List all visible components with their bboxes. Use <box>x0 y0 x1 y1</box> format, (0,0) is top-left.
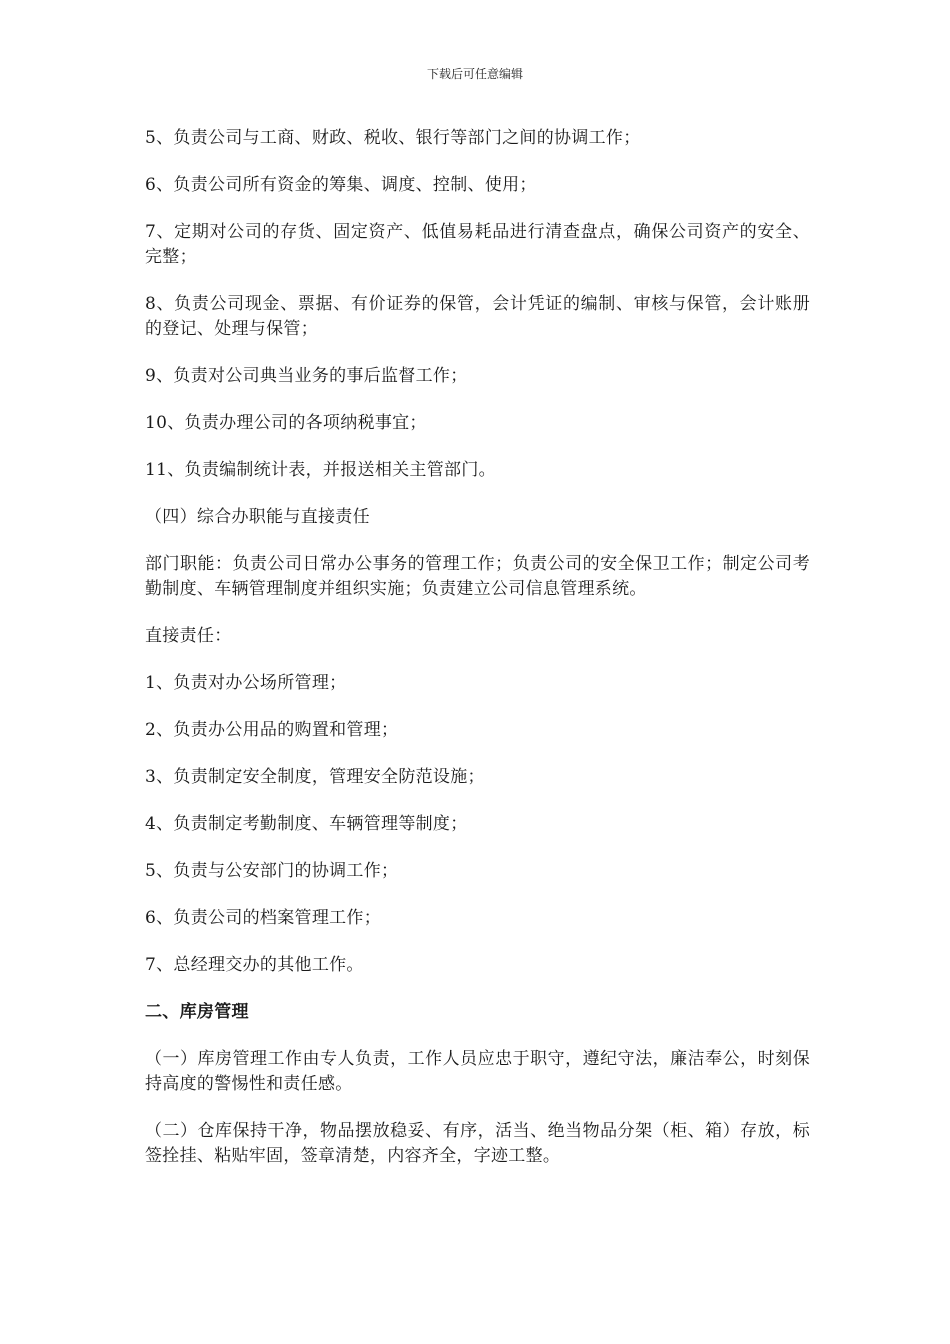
paragraph-admin-duty-2: 2、负责办公用品的购置和管理； <box>145 720 399 740</box>
paragraph-admin-duty-7: 7、总经理交办的其他工作。 <box>145 955 364 975</box>
page-header: 下载后可任意编辑 <box>426 67 523 81</box>
paragraph-direct-duty-label: 直接责任： <box>145 626 232 646</box>
paragraph-warehouse-rule-1: （一）库房管理工作由专人负责，工作人员应忠于职守，遵纪守法，廉洁奉公，时刻保持高度的警惕性和责任感。 <box>145 1049 810 1094</box>
paragraph-finance-duty-6: 6、负责公司所有资金的筹集、调度、控制、使用； <box>145 175 537 195</box>
paragraph-admin-duty-5: 5、负责与公安部门的协调工作； <box>145 861 399 881</box>
paragraph-finance-duty-7: 7、定期对公司的存货、固定资产、低值易耗品进行清查盘点，确保公司资产的安全、完整； <box>145 222 810 267</box>
paragraph-department-function: 部门职能：负责公司日常办公事务的管理工作；负责公司的安全保卫工作；制定公司考勤制度、车辆管理制度并组织实施；负责建立公司信息管理系统。 <box>145 554 810 599</box>
section-title-admin-office: （四）综合办职能与直接责任 <box>145 507 370 527</box>
paragraph-admin-duty-6: 6、负责公司的档案管理工作； <box>145 908 382 928</box>
paragraph-admin-duty-1: 1、负责对办公场所管理； <box>145 673 347 693</box>
paragraph-finance-duty-10: 10、负责办理公司的各项纳税事宜； <box>145 413 427 433</box>
paragraph-admin-duty-4: 4、负责制定考勤制度、车辆管理等制度； <box>145 814 468 834</box>
paragraph-finance-duty-5: 5、负责公司与工商、财政、税收、银行等部门之间的协调工作； <box>145 128 641 148</box>
paragraph-admin-duty-3: 3、负责制定安全制度，管理安全防范设施； <box>145 767 485 787</box>
paragraph-finance-duty-9: 9、负责对公司典当业务的事后监督工作； <box>145 366 468 386</box>
paragraph-finance-duty-8: 8、负责公司现金、票据、有价证券的保管，会计凭证的编制、审核与保管，会计账册的登记、处理与保管； <box>145 294 810 339</box>
document-body <box>145 126 810 1191</box>
paragraph-finance-duty-11: 11、负责编制统计表，并报送相关主管部门。 <box>145 460 496 480</box>
section-heading-warehouse: 二、库房管理 <box>145 1002 249 1022</box>
paragraph-warehouse-rule-2: （二）仓库保持干净，物品摆放稳妥、有序，活当、绝当物品分架（柜、箱）存放，标签拴挂、粘贴牢固，签章清楚，内容齐全，字迹工整。 <box>145 1121 810 1166</box>
